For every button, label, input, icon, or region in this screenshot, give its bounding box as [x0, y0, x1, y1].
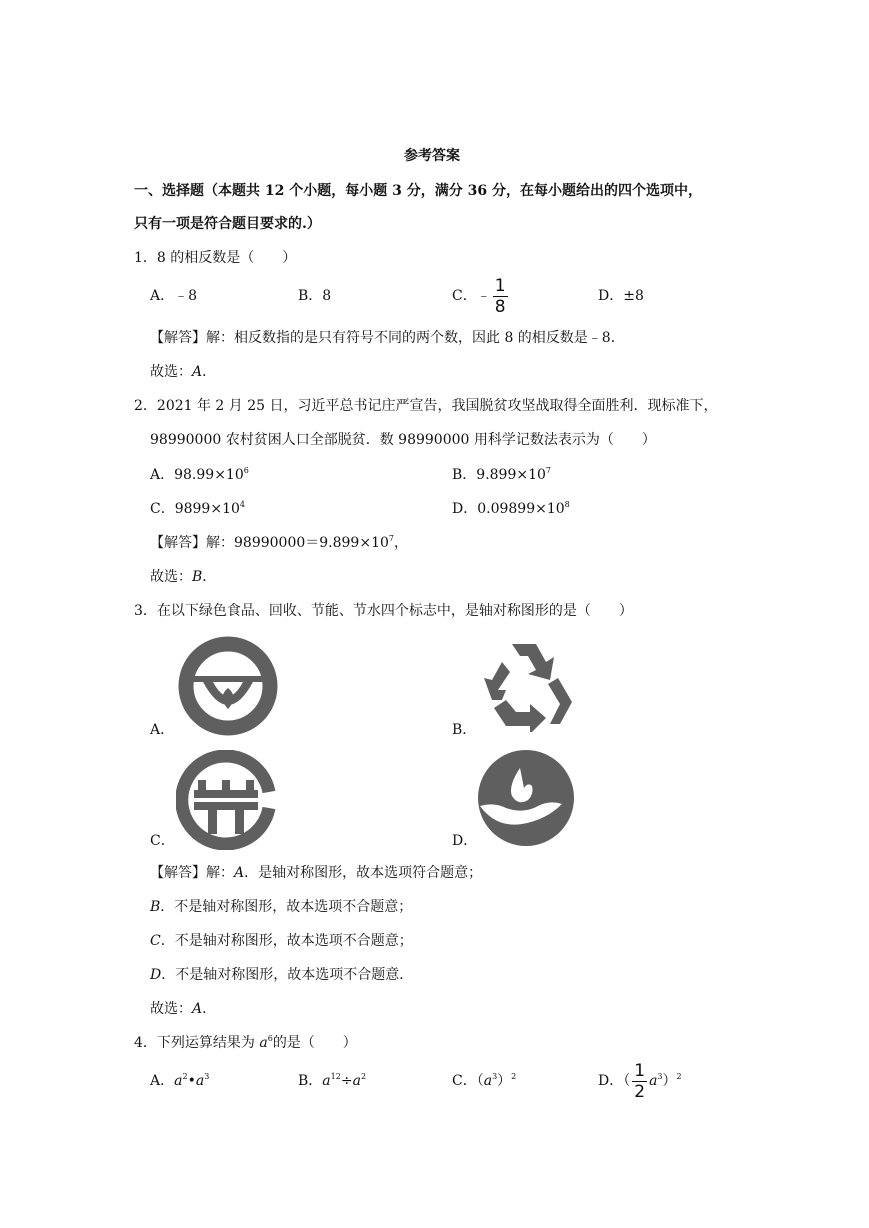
choice-letter: B [192, 569, 203, 585]
variable: a [649, 1073, 658, 1089]
fraction-numerator: 1 [634, 1060, 646, 1081]
section-heading-line2: 只有一项是符合题目要求的.） [134, 216, 321, 232]
stem-exponent: 6 [267, 1034, 273, 1043]
q4-stem [134, 1033, 357, 1053]
water-saving-logo-icon [476, 748, 576, 848]
variable: a [352, 1073, 361, 1089]
option-label: A． [150, 1073, 175, 1089]
exponent: 3 [492, 1072, 498, 1081]
fraction-denominator: 8 [494, 296, 506, 317]
answer-prefix: 解： [206, 865, 234, 881]
q1-option-a: A．﹣8 [150, 288, 198, 304]
answer-text: ．不是轴对称图形，故本选项不合题意． [161, 967, 414, 983]
operator: • [187, 1073, 196, 1089]
variable: a [322, 1073, 331, 1089]
green-food-logo-icon [178, 636, 278, 736]
q1-option-d: D．±8 [598, 288, 644, 304]
answer-text: 解：98990000＝9.899×10 [206, 535, 389, 551]
q2-stem-line2: 98990000 农村贫困人口全部脱贫．数 98990000 用科学记数法表示为（ ） [150, 432, 656, 448]
variable: a [174, 1073, 183, 1089]
q3-label-a: A． [150, 722, 175, 738]
answer-text: ．不是轴对称图形，故本选项不合题意； [160, 899, 413, 915]
choice-letter: A [192, 364, 203, 380]
q1-option-c [452, 276, 510, 316]
q3-answer-line2 [150, 897, 412, 917]
option-base: B．9.899×10 [452, 467, 546, 483]
section-heading-line1: 一、选择题（本题共 12 个小题，每小题 3 分，满分 36 分，在每小题给出的四个选项中， [134, 183, 702, 199]
q1-option-b: B．8 [298, 288, 332, 304]
q4-option-a [150, 1071, 209, 1091]
option-base: A．98.99×10 [150, 467, 244, 483]
variable: a [195, 1073, 205, 1089]
option-label: C．（ [452, 1073, 484, 1089]
option-exponent: 7 [545, 466, 552, 475]
q4-option-d-fraction [632, 1062, 647, 1101]
option-base: C．9899×10 [150, 501, 240, 517]
q2-option-d [452, 499, 570, 519]
close-paren: ） [662, 1073, 677, 1089]
recycle-logo-icon [476, 632, 576, 732]
answer-text: ．是轴对称图形，故本选项符合题意； [244, 865, 483, 881]
q3-label-b: B． [452, 722, 477, 738]
option-label: B． [298, 1073, 323, 1089]
option-label: D．（ [598, 1073, 631, 1089]
exponent: 3 [657, 1072, 663, 1081]
page-title: 参考答案 [404, 148, 460, 164]
fraction-numerator: 1 [494, 275, 506, 296]
q3-stem: 3．在以下绿色食品、回收、节能、节水四个标志中，是轴对称图形的是（ ） [134, 603, 633, 619]
q3-answer-line3 [150, 931, 413, 951]
choice-prefix: 故选： [150, 569, 192, 585]
outer-exponent: 2 [676, 1072, 682, 1081]
q2-option-c [150, 499, 245, 519]
q2-choice [150, 567, 216, 587]
operator: ÷ [340, 1073, 353, 1089]
choice-prefix: 故选： [150, 364, 192, 380]
option-exponent: 8 [564, 500, 570, 509]
q3-label-c: C． [150, 833, 175, 849]
variable: a [483, 1073, 493, 1089]
answer-end: ， [393, 535, 408, 551]
energy-saving-logo-icon [176, 750, 276, 850]
answer-exponent: 7 [388, 534, 394, 543]
q1-stem: 1．8 的相反数是（ ） [134, 250, 297, 266]
q2-option-a [150, 465, 249, 485]
answer-text: ．不是轴对称图形，故本选项不合题意； [160, 933, 413, 949]
exponent: 2 [360, 1072, 367, 1081]
outer-exponent: 2 [511, 1072, 517, 1081]
stem-suffix: 的是（ ） [272, 1035, 357, 1051]
choice-end: ． [202, 364, 217, 380]
q1-answer [150, 328, 625, 348]
q1-choice [150, 362, 216, 382]
answer-letter: B [150, 899, 161, 915]
fraction-denominator: 2 [634, 1081, 646, 1102]
q3-label-d: D． [452, 833, 478, 849]
answer-letter: C [150, 933, 161, 949]
choice-letter: A [192, 1001, 203, 1017]
answer-tag: 【解答】 [150, 330, 206, 346]
q2-answer [150, 533, 408, 553]
stem-prefix: 4．下列运算结果为 [134, 1035, 260, 1051]
q2-option-b [452, 465, 551, 485]
option-exponent: 4 [239, 500, 245, 509]
q3-choice [150, 999, 216, 1019]
option-exponent: 6 [243, 466, 249, 475]
exponent: 3 [204, 1072, 210, 1081]
q3-answer-line1 [150, 863, 482, 883]
q3-answer-line4 [150, 965, 413, 985]
q2-stem-line1: 2．2021 年 2 月 25 日，习近平总书记庄严宣告，我国脱贫攻坚战取得全面胜利．现标准下， [134, 398, 718, 414]
choice-end: ． [202, 569, 217, 585]
exponent: 12 [330, 1072, 341, 1081]
answer-letter: D [150, 967, 162, 983]
answer-letter: A [234, 865, 245, 881]
q1-option-c-fraction [493, 277, 508, 316]
option-base: D．0.09899×10 [452, 501, 565, 517]
choice-end: ． [202, 1001, 217, 1017]
answer-tag: 【解答】 [150, 535, 206, 551]
q4-option-c [452, 1071, 516, 1091]
answer-tag: 【解答】 [150, 865, 206, 881]
close-paren: ） [497, 1073, 512, 1089]
stem-variable: a [259, 1035, 268, 1051]
q4-option-d [598, 1060, 682, 1102]
answer-text: 解：相反数指的是只有符号不同的两个数，因此 8 的相反数是﹣8． [206, 330, 625, 346]
choice-prefix: 故选： [150, 1001, 192, 1017]
q4-option-b [298, 1071, 366, 1091]
q1-option-c-prefix: C．﹣ [452, 288, 491, 304]
exponent: 2 [182, 1072, 188, 1081]
